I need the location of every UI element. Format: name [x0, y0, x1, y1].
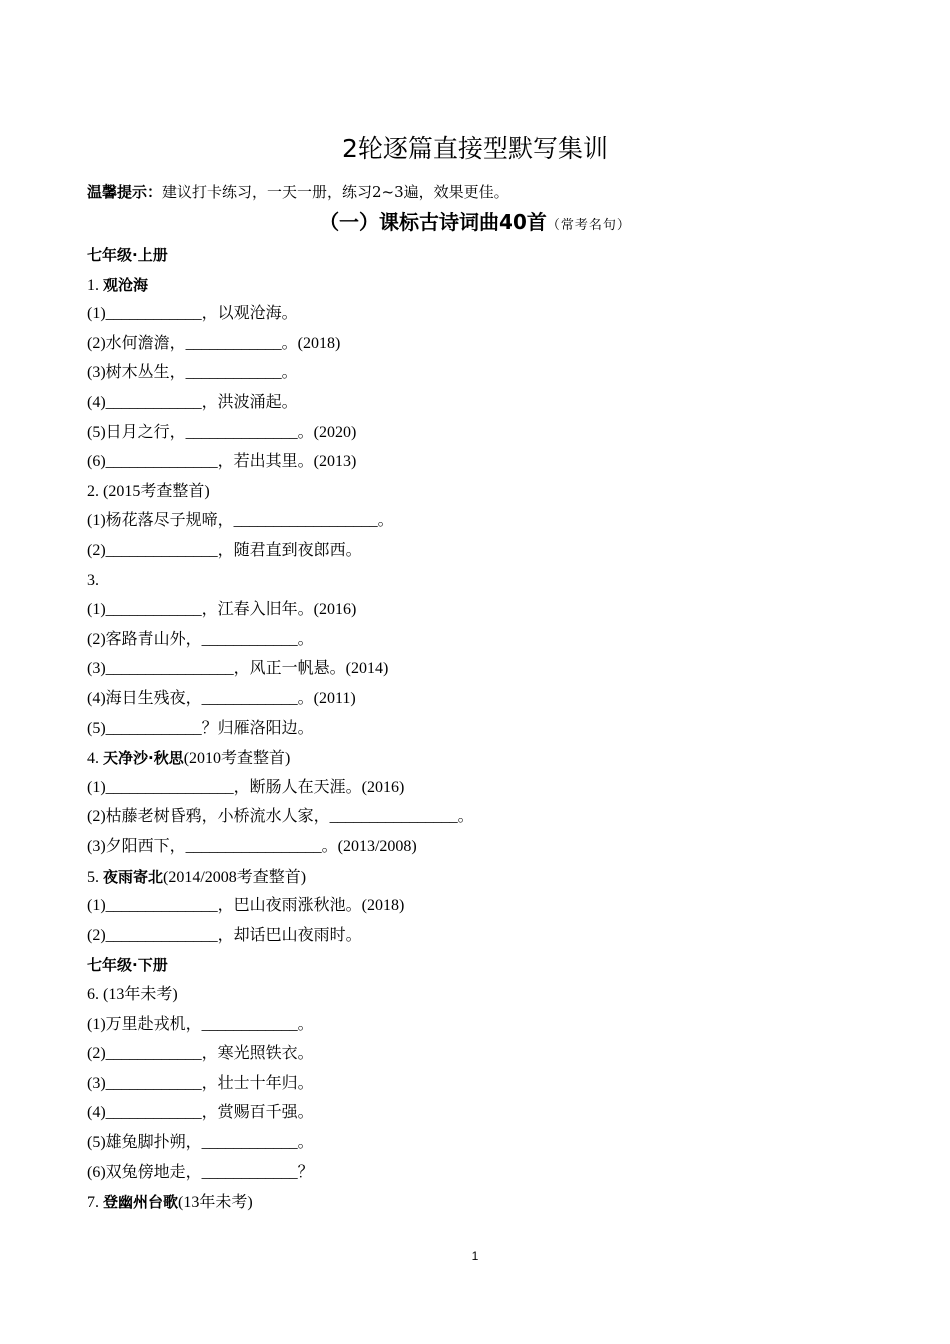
page-number: 1: [471, 1249, 479, 1263]
fill-blank-item: (2)______________，随君直到夜郎西。: [87, 542, 362, 559]
fill-blank-item: (2)____________，寒光照铁衣。: [87, 1045, 314, 1063]
poem-heading: 2. (2015考查整首): [87, 482, 210, 500]
section-heading: [0, 208, 950, 240]
fill-blank-item: (5)____________？归雁洛阳边。: [87, 719, 314, 737]
section-note: （常考名句）: [546, 218, 631, 233]
fill-blank-item: (1)________________，断肠人在天涯。(2016): [87, 778, 405, 796]
section-title: （一）课标古诗词曲40首: [319, 210, 547, 234]
fill-blank-item: (6)双兔傍地走，____________？: [87, 1163, 314, 1181]
fill-blank-item: (4)____________，洪波涌起。: [87, 394, 298, 411]
fill-blank-item: (5)雄兔脚扑朔，____________。: [87, 1134, 314, 1151]
fill-blank-item: (3)树木丛生，____________。: [87, 364, 298, 382]
fill-blank-item: (2)客路青山外，____________。: [87, 630, 314, 648]
fill-blank-item: (1)____________，以观沧海。: [87, 305, 298, 323]
fill-blank-item: (2)水何澹澹，____________。(2018): [87, 334, 341, 352]
poem-heading: 7. 登幽州台歌(13年未考): [87, 1193, 253, 1212]
fill-blank-item: (1)万里赴戎机，____________。: [87, 1015, 314, 1033]
fill-blank-item: (5)日月之行，______________。(2020): [87, 423, 357, 441]
grade-heading: 七年级·上册: [87, 246, 168, 264]
tip-label: 温馨提示：: [87, 183, 163, 201]
fill-blank-item: (1)______________，巴山夜雨涨秋池。(2018): [87, 897, 405, 915]
fill-blank-item: (3)________________，风正一帆悬。(2014): [87, 660, 389, 678]
poem-heading: 3.: [87, 571, 99, 589]
fill-blank-item: (4)____________，赏赐百千强。: [87, 1104, 314, 1122]
fill-blank-item: (6)______________，若出其里。(2013): [87, 453, 357, 471]
page-title: 2轮逐篇直接型默写集训: [342, 134, 608, 163]
fill-blank-item: (2)枯藤老树昏鸦，小桥流水人家，________________。: [87, 808, 474, 826]
fill-blank-item: (4)海日生残夜，____________。(2011): [87, 690, 356, 707]
fill-blank-item: (3)____________，壮士十年归。: [87, 1074, 314, 1092]
fill-blank-item: (1)杨花落尽子规啼，__________________。: [87, 512, 394, 530]
grade-heading: 七年级·下册: [87, 956, 168, 975]
fill-blank-item: (3)夕阳西下，_________________。(2013/2008): [87, 838, 417, 855]
poem-heading: 6. (13年未考): [87, 986, 178, 1003]
poem-heading: 1. 观沧海: [87, 275, 149, 294]
fill-blank-item: (2)______________，却话巴山夜雨时。: [87, 926, 362, 944]
poem-heading: 5. 夜雨寄北(2014/2008考查整首): [87, 867, 307, 886]
poem-heading: 4. 天净沙·秋思(2010考查整首): [87, 749, 291, 768]
tip-line: [87, 181, 509, 203]
fill-blank-item: (1)____________，江春入旧年。(2016): [87, 601, 357, 619]
tip-text: 建议打卡练习，一天一册，练习2~3遍，效果更佳。: [162, 183, 509, 201]
